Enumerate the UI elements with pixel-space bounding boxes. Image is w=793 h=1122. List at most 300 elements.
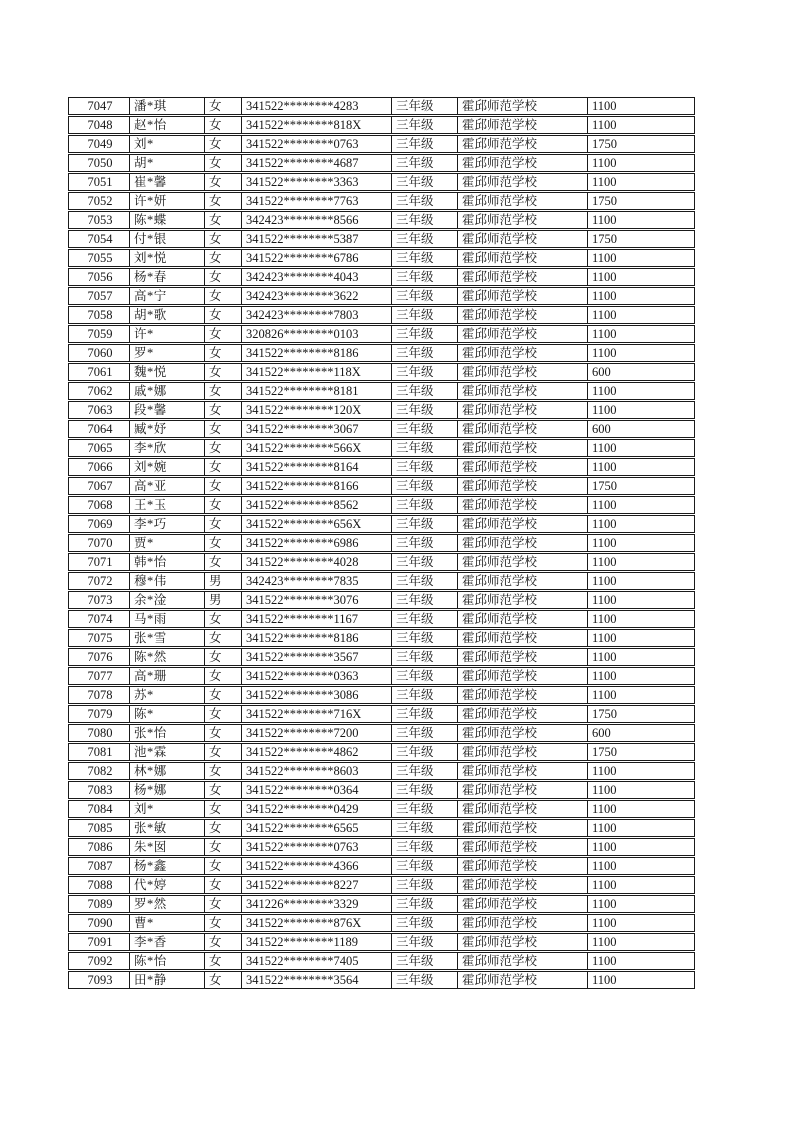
cell-name: 段*馨 — [130, 401, 205, 419]
cell-id-number: 341522********6786 — [242, 249, 392, 267]
cell-grade: 三年级 — [392, 952, 458, 970]
cell-id: 7076 — [68, 648, 130, 666]
cell-grade: 三年级 — [392, 876, 458, 894]
cell-school: 霍邱师范学校 — [458, 173, 588, 191]
cell-grade: 三年级 — [392, 268, 458, 286]
table-row — [68, 800, 695, 818]
cell-gender: 女 — [205, 895, 242, 913]
table-row — [68, 971, 695, 989]
cell-grade: 三年级 — [392, 800, 458, 818]
cell-id: 7083 — [68, 781, 130, 799]
cell-id: 7080 — [68, 724, 130, 742]
cell-school: 霍邱师范学校 — [458, 230, 588, 248]
cell-name: 杨*春 — [130, 268, 205, 286]
table-row — [68, 363, 695, 381]
cell-id: 7090 — [68, 914, 130, 932]
cell-school: 霍邱师范学校 — [458, 553, 588, 571]
table-row — [68, 249, 695, 267]
cell-amount: 1100 — [588, 287, 695, 305]
cell-id-number: 341522********8562 — [242, 496, 392, 514]
cell-gender: 女 — [205, 724, 242, 742]
table-row — [68, 116, 695, 134]
cell-grade: 三年级 — [392, 591, 458, 609]
cell-amount: 1100 — [588, 306, 695, 324]
cell-id: 7071 — [68, 553, 130, 571]
cell-gender: 女 — [205, 648, 242, 666]
cell-school: 霍邱师范学校 — [458, 724, 588, 742]
cell-school: 霍邱师范学校 — [458, 933, 588, 951]
cell-name: 刘*悦 — [130, 249, 205, 267]
cell-id-number: 341522********4283 — [242, 97, 392, 115]
cell-grade: 三年级 — [392, 325, 458, 343]
cell-id-number: 342423********4043 — [242, 268, 392, 286]
cell-name: 杨*娜 — [130, 781, 205, 799]
cell-grade: 三年级 — [392, 211, 458, 229]
cell-school: 霍邱师范学校 — [458, 306, 588, 324]
cell-id: 7091 — [68, 933, 130, 951]
cell-name: 刘* — [130, 800, 205, 818]
cell-id-number: 341522********7763 — [242, 192, 392, 210]
cell-name: 李*巧 — [130, 515, 205, 533]
cell-gender: 女 — [205, 230, 242, 248]
table-row — [68, 382, 695, 400]
cell-grade: 三年级 — [392, 629, 458, 647]
cell-school: 霍邱师范学校 — [458, 857, 588, 875]
cell-name: 王*玉 — [130, 496, 205, 514]
cell-name: 潘*琪 — [130, 97, 205, 115]
cell-gender: 女 — [205, 534, 242, 552]
cell-id: 7073 — [68, 591, 130, 609]
cell-id: 7078 — [68, 686, 130, 704]
cell-id: 7048 — [68, 116, 130, 134]
cell-gender: 女 — [205, 97, 242, 115]
cell-gender: 女 — [205, 420, 242, 438]
table-row — [68, 192, 695, 210]
cell-id-number: 341522********656X — [242, 515, 392, 533]
cell-grade: 三年级 — [392, 534, 458, 552]
cell-grade: 三年级 — [392, 420, 458, 438]
cell-amount: 1100 — [588, 667, 695, 685]
cell-grade: 三年级 — [392, 135, 458, 153]
cell-id: 7058 — [68, 306, 130, 324]
cell-grade: 三年级 — [392, 173, 458, 191]
cell-gender: 女 — [205, 952, 242, 970]
cell-id-number: 341522********3076 — [242, 591, 392, 609]
cell-id-number: 341522********6986 — [242, 534, 392, 552]
table-row — [68, 344, 695, 362]
cell-amount: 1100 — [588, 382, 695, 400]
table-row — [68, 933, 695, 951]
table-row — [68, 838, 695, 856]
cell-id-number: 341226********3329 — [242, 895, 392, 913]
cell-name: 赵*怡 — [130, 116, 205, 134]
cell-amount: 600 — [588, 420, 695, 438]
cell-gender: 女 — [205, 971, 242, 989]
cell-school: 霍邱师范学校 — [458, 325, 588, 343]
cell-amount: 1100 — [588, 268, 695, 286]
cell-school: 霍邱师范学校 — [458, 401, 588, 419]
table-row — [68, 895, 695, 913]
table-row — [68, 515, 695, 533]
cell-id-number: 342423********8566 — [242, 211, 392, 229]
cell-gender: 女 — [205, 287, 242, 305]
cell-grade: 三年级 — [392, 933, 458, 951]
cell-school: 霍邱师范学校 — [458, 439, 588, 457]
cell-school: 霍邱师范学校 — [458, 610, 588, 628]
cell-id: 7069 — [68, 515, 130, 533]
cell-grade: 三年级 — [392, 705, 458, 723]
cell-amount: 1100 — [588, 610, 695, 628]
table-row — [68, 667, 695, 685]
cell-amount: 1750 — [588, 192, 695, 210]
cell-grade: 三年级 — [392, 743, 458, 761]
cell-grade: 三年级 — [392, 477, 458, 495]
cell-school: 霍邱师范学校 — [458, 800, 588, 818]
cell-school: 霍邱师范学校 — [458, 420, 588, 438]
cell-id-number: 320826********0103 — [242, 325, 392, 343]
cell-id-number: 341522********3567 — [242, 648, 392, 666]
cell-id-number: 341522********3363 — [242, 173, 392, 191]
cell-id-number: 341522********0763 — [242, 838, 392, 856]
cell-grade: 三年级 — [392, 686, 458, 704]
cell-grade: 三年级 — [392, 344, 458, 362]
cell-grade: 三年级 — [392, 439, 458, 457]
cell-school: 霍邱师范学校 — [458, 629, 588, 647]
cell-school: 霍邱师范学校 — [458, 971, 588, 989]
table-row — [68, 173, 695, 191]
cell-name: 曹* — [130, 914, 205, 932]
cell-amount: 1100 — [588, 781, 695, 799]
cell-id: 7074 — [68, 610, 130, 628]
table-row — [68, 610, 695, 628]
cell-school: 霍邱师范学校 — [458, 135, 588, 153]
cell-name: 李*欣 — [130, 439, 205, 457]
cell-id-number: 342423********7803 — [242, 306, 392, 324]
cell-gender: 女 — [205, 781, 242, 799]
cell-id-number: 341522********3067 — [242, 420, 392, 438]
cell-id-number: 341522********0429 — [242, 800, 392, 818]
cell-name: 许* — [130, 325, 205, 343]
cell-name: 马*雨 — [130, 610, 205, 628]
cell-school: 霍邱师范学校 — [458, 838, 588, 856]
cell-name: 陈*怡 — [130, 952, 205, 970]
cell-gender: 女 — [205, 743, 242, 761]
cell-school: 霍邱师范学校 — [458, 477, 588, 495]
table-row — [68, 819, 695, 837]
cell-amount: 1100 — [588, 629, 695, 647]
cell-school: 霍邱师范学校 — [458, 458, 588, 476]
cell-grade: 三年级 — [392, 401, 458, 419]
cell-name: 陈*蝶 — [130, 211, 205, 229]
cell-name: 刘* — [130, 135, 205, 153]
table-row — [68, 629, 695, 647]
cell-id: 7070 — [68, 534, 130, 552]
table-row — [68, 857, 695, 875]
cell-id-number: 341522********8181 — [242, 382, 392, 400]
table-row — [68, 705, 695, 723]
table-row — [68, 477, 695, 495]
cell-gender: 女 — [205, 876, 242, 894]
cell-id: 7086 — [68, 838, 130, 856]
cell-gender: 女 — [205, 705, 242, 723]
cell-name: 刘*婉 — [130, 458, 205, 476]
cell-grade: 三年级 — [392, 116, 458, 134]
cell-amount: 1100 — [588, 401, 695, 419]
cell-id: 7065 — [68, 439, 130, 457]
cell-id: 7063 — [68, 401, 130, 419]
cell-id: 7079 — [68, 705, 130, 723]
cell-id: 7089 — [68, 895, 130, 913]
cell-amount: 1100 — [588, 895, 695, 913]
cell-id: 7057 — [68, 287, 130, 305]
cell-school: 霍邱师范学校 — [458, 363, 588, 381]
table-row — [68, 154, 695, 172]
cell-gender: 女 — [205, 933, 242, 951]
cell-amount: 1100 — [588, 686, 695, 704]
cell-grade: 三年级 — [392, 97, 458, 115]
cell-gender: 女 — [205, 135, 242, 153]
table-row — [68, 534, 695, 552]
cell-name: 陈*然 — [130, 648, 205, 666]
cell-id-number: 341522********8186 — [242, 629, 392, 647]
cell-grade: 三年级 — [392, 667, 458, 685]
cell-school: 霍邱师范学校 — [458, 572, 588, 590]
cell-id-number: 341522********4862 — [242, 743, 392, 761]
cell-gender: 女 — [205, 306, 242, 324]
cell-id-number: 341522********8186 — [242, 344, 392, 362]
table-row — [68, 572, 695, 590]
cell-name: 张*怡 — [130, 724, 205, 742]
cell-id-number: 341522********5387 — [242, 230, 392, 248]
table-row — [68, 401, 695, 419]
cell-id-number: 341522********8166 — [242, 477, 392, 495]
cell-name: 韩*怡 — [130, 553, 205, 571]
cell-id: 7047 — [68, 97, 130, 115]
cell-id-number: 341522********0363 — [242, 667, 392, 685]
cell-amount: 1750 — [588, 230, 695, 248]
cell-amount: 1100 — [588, 971, 695, 989]
cell-grade: 三年级 — [392, 154, 458, 172]
cell-name: 张*敏 — [130, 819, 205, 837]
cell-name: 高*宁 — [130, 287, 205, 305]
cell-amount: 1100 — [588, 534, 695, 552]
cell-name: 胡* — [130, 154, 205, 172]
cell-gender: 女 — [205, 629, 242, 647]
cell-id-number: 341522********8164 — [242, 458, 392, 476]
cell-amount: 1100 — [588, 762, 695, 780]
table-row — [68, 325, 695, 343]
table-row — [68, 268, 695, 286]
cell-grade: 三年级 — [392, 819, 458, 837]
cell-id: 7075 — [68, 629, 130, 647]
cell-id: 7049 — [68, 135, 130, 153]
cell-amount: 1100 — [588, 496, 695, 514]
cell-id: 7051 — [68, 173, 130, 191]
cell-school: 霍邱师范学校 — [458, 819, 588, 837]
cell-id: 7085 — [68, 819, 130, 837]
cell-amount: 600 — [588, 724, 695, 742]
cell-school: 霍邱师范学校 — [458, 97, 588, 115]
cell-school: 霍邱师范学校 — [458, 895, 588, 913]
cell-grade: 三年级 — [392, 857, 458, 875]
cell-school: 霍邱师范学校 — [458, 648, 588, 666]
cell-amount: 1100 — [588, 344, 695, 362]
table-row — [68, 420, 695, 438]
cell-id: 7059 — [68, 325, 130, 343]
cell-school: 霍邱师范学校 — [458, 705, 588, 723]
cell-id-number: 341522********0364 — [242, 781, 392, 799]
cell-grade: 三年级 — [392, 458, 458, 476]
cell-amount: 1100 — [588, 325, 695, 343]
cell-id-number: 341522********4687 — [242, 154, 392, 172]
cell-gender: 女 — [205, 838, 242, 856]
cell-id: 7066 — [68, 458, 130, 476]
cell-id-number: 342423********3622 — [242, 287, 392, 305]
cell-name: 魏*悦 — [130, 363, 205, 381]
cell-id: 7064 — [68, 420, 130, 438]
cell-school: 霍邱师范学校 — [458, 382, 588, 400]
cell-grade: 三年级 — [392, 648, 458, 666]
cell-amount: 1750 — [588, 135, 695, 153]
cell-id-number: 341522********7200 — [242, 724, 392, 742]
cell-id-number: 342423********7835 — [242, 572, 392, 590]
cell-id-number: 341522********1189 — [242, 933, 392, 951]
cell-amount: 1750 — [588, 743, 695, 761]
cell-amount: 1100 — [588, 553, 695, 571]
cell-name: 林*娜 — [130, 762, 205, 780]
cell-amount: 1100 — [588, 154, 695, 172]
cell-gender: 女 — [205, 363, 242, 381]
cell-gender: 男 — [205, 572, 242, 590]
cell-grade: 三年级 — [392, 971, 458, 989]
cell-name: 付*银 — [130, 230, 205, 248]
cell-id: 7067 — [68, 477, 130, 495]
cell-school: 霍邱师范学校 — [458, 743, 588, 761]
cell-name: 杨*鑫 — [130, 857, 205, 875]
cell-id-number: 341522********3564 — [242, 971, 392, 989]
cell-gender: 女 — [205, 477, 242, 495]
cell-name: 戚*娜 — [130, 382, 205, 400]
cell-grade: 三年级 — [392, 895, 458, 913]
table-row — [68, 496, 695, 514]
cell-name: 苏* — [130, 686, 205, 704]
cell-grade: 三年级 — [392, 230, 458, 248]
cell-id: 7082 — [68, 762, 130, 780]
cell-amount: 1100 — [588, 933, 695, 951]
cell-name: 穆*伟 — [130, 572, 205, 590]
cell-name: 罗* — [130, 344, 205, 362]
cell-name: 朱*囡 — [130, 838, 205, 856]
cell-id-number: 341522********8603 — [242, 762, 392, 780]
cell-school: 霍邱师范学校 — [458, 116, 588, 134]
cell-grade: 三年级 — [392, 914, 458, 932]
cell-grade: 三年级 — [392, 306, 458, 324]
cell-school: 霍邱师范学校 — [458, 192, 588, 210]
cell-id-number: 341522********3086 — [242, 686, 392, 704]
cell-id-number: 341522********118X — [242, 363, 392, 381]
cell-amount: 600 — [588, 363, 695, 381]
cell-amount: 1100 — [588, 515, 695, 533]
cell-name: 田*静 — [130, 971, 205, 989]
cell-grade: 三年级 — [392, 762, 458, 780]
cell-name: 臧*妤 — [130, 420, 205, 438]
subsidy-roster-table — [68, 96, 695, 990]
table-row — [68, 306, 695, 324]
table-row — [68, 553, 695, 571]
cell-school: 霍邱师范学校 — [458, 781, 588, 799]
cell-gender: 女 — [205, 268, 242, 286]
cell-grade: 三年级 — [392, 610, 458, 628]
cell-gender: 女 — [205, 762, 242, 780]
cell-id: 7088 — [68, 876, 130, 894]
cell-gender: 女 — [205, 667, 242, 685]
cell-amount: 1100 — [588, 591, 695, 609]
cell-id: 7084 — [68, 800, 130, 818]
cell-gender: 女 — [205, 496, 242, 514]
table-row — [68, 135, 695, 153]
cell-name: 贾* — [130, 534, 205, 552]
cell-gender: 女 — [205, 914, 242, 932]
cell-gender: 女 — [205, 800, 242, 818]
cell-name: 代*婷 — [130, 876, 205, 894]
cell-amount: 1100 — [588, 838, 695, 856]
cell-school: 霍邱师范学校 — [458, 268, 588, 286]
cell-id: 7081 — [68, 743, 130, 761]
cell-name: 李*香 — [130, 933, 205, 951]
cell-amount: 1750 — [588, 477, 695, 495]
cell-id: 7093 — [68, 971, 130, 989]
cell-amount: 1100 — [588, 97, 695, 115]
table-row — [68, 952, 695, 970]
cell-gender: 女 — [205, 458, 242, 476]
cell-gender: 女 — [205, 382, 242, 400]
cell-grade: 三年级 — [392, 192, 458, 210]
cell-gender: 女 — [205, 173, 242, 191]
cell-name: 高*珊 — [130, 667, 205, 685]
cell-gender: 女 — [205, 553, 242, 571]
cell-school: 霍邱师范学校 — [458, 211, 588, 229]
cell-school: 霍邱师范学校 — [458, 914, 588, 932]
cell-school: 霍邱师范学校 — [458, 496, 588, 514]
cell-name: 张*雪 — [130, 629, 205, 647]
cell-id-number: 341522********818X — [242, 116, 392, 134]
cell-amount: 1100 — [588, 876, 695, 894]
table-row — [68, 724, 695, 742]
cell-gender: 女 — [205, 154, 242, 172]
cell-name: 崔*馨 — [130, 173, 205, 191]
cell-amount: 1100 — [588, 249, 695, 267]
cell-amount: 1100 — [588, 914, 695, 932]
cell-school: 霍邱师范学校 — [458, 952, 588, 970]
cell-school: 霍邱师范学校 — [458, 287, 588, 305]
cell-amount: 1100 — [588, 857, 695, 875]
cell-grade: 三年级 — [392, 249, 458, 267]
cell-grade: 三年级 — [392, 515, 458, 533]
cell-amount: 1100 — [588, 648, 695, 666]
table-row — [68, 762, 695, 780]
cell-id: 7061 — [68, 363, 130, 381]
cell-school: 霍邱师范学校 — [458, 591, 588, 609]
cell-school: 霍邱师范学校 — [458, 667, 588, 685]
cell-school: 霍邱师范学校 — [458, 154, 588, 172]
cell-school: 霍邱师范学校 — [458, 686, 588, 704]
cell-id: 7054 — [68, 230, 130, 248]
cell-id: 7068 — [68, 496, 130, 514]
cell-gender: 女 — [205, 116, 242, 134]
cell-school: 霍邱师范学校 — [458, 515, 588, 533]
cell-name: 许*妍 — [130, 192, 205, 210]
cell-name: 罗*然 — [130, 895, 205, 913]
